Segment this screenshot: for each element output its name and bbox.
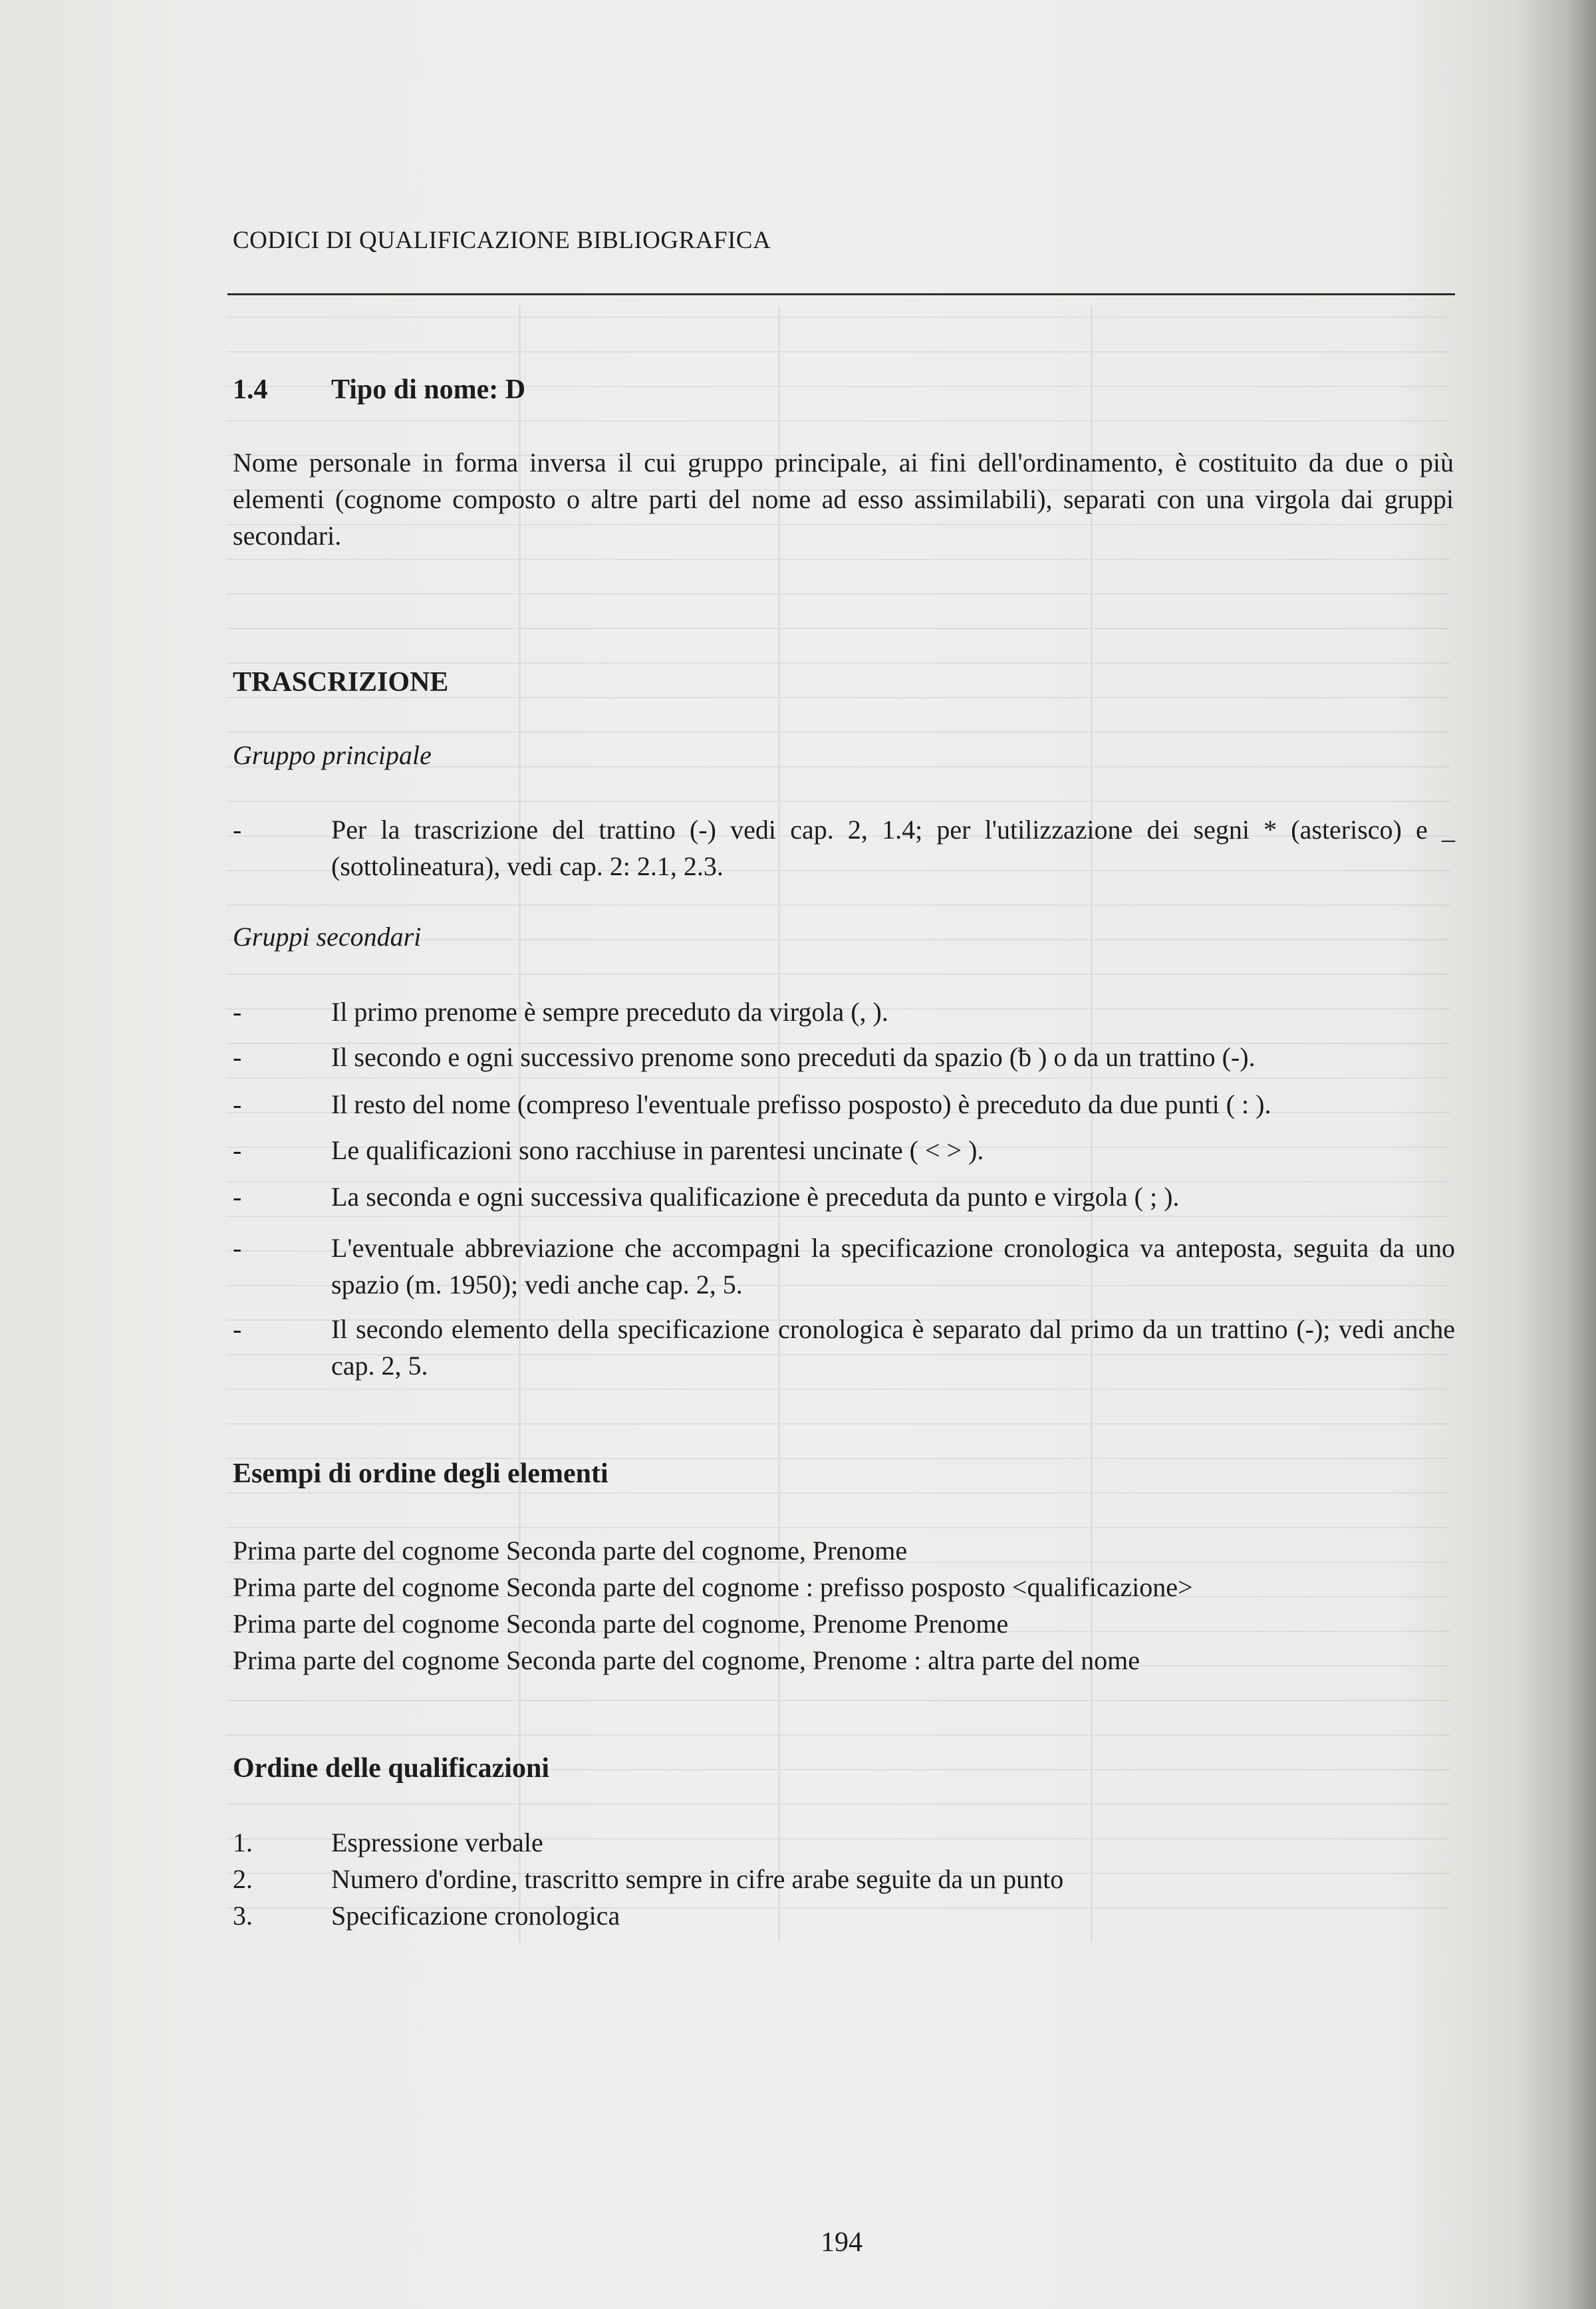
bullet-dash: - [233, 1182, 242, 1212]
numbered-item [233, 1900, 620, 1931]
list-item-text: Il secondo elemento della specificazione cronologica è separato dal primo da un trattino (-); vedi anche cap. 2, 5. [331, 1314, 1455, 1381]
numbered-item [233, 1863, 1063, 1895]
list-item-text: La seconda e ogni successiva qualificazione è preceduta da punto e virgola ( ; ). [331, 1182, 1180, 1212]
list-item-text: Per la trascrizione del trattino (-) vedi cap. 2, 1.4; per l'utilizzazione dei segni * (asterisco) e _ (sottolineatura), vedi cap. 2: 2.1, 2.3. [331, 815, 1455, 881]
list-item [233, 811, 1455, 884]
list-item [233, 1311, 1455, 1384]
section-title: Tipo di nome: D [331, 374, 526, 405]
numbered-item [233, 1827, 543, 1858]
gruppo-principale-label: Gruppo principale [233, 740, 432, 770]
bullet-dash: - [233, 1314, 242, 1344]
list-item [233, 1086, 1455, 1123]
list-item-text: Le qualificazioni sono racchiuse in parentesi uncinate ( < > ). [331, 1135, 984, 1165]
list-item-text: L'eventuale abbreviazione che accompagni la specificazione cronologica va anteposta, seguita da uno spazio (m. 1950); vedi anche cap. 2, 5. [331, 1233, 1455, 1299]
bullet-dash: - [233, 1135, 242, 1165]
page-number: 194 [821, 2227, 863, 2258]
item-number: 3. [233, 1901, 253, 1931]
bullet-dash: - [233, 1233, 242, 1263]
example-line: Prima parte del cognome Seconda parte del cognome, Prenome [233, 1536, 908, 1565]
section-heading [233, 374, 525, 406]
header-rule [227, 293, 1455, 295]
section-number: 1.4 [233, 374, 268, 405]
intro-paragraph: Nome personale in forma inversa il cui gruppo principale, ai fini dell'ordinamento, è costituito da due o più elementi (cognome composto o altre parti del nome ad esso assimilabili), separati con una virgola dai gruppi secondari. [233, 448, 1454, 551]
item-text: Specificazione cronologica [331, 1901, 620, 1931]
esempi-heading: Esempi di ordine degli elementi [233, 1458, 608, 1489]
example-line: Prima parte del cognome Seconda parte del cognome, Prenome : altra parte del nome [233, 1645, 1140, 1675]
item-text: Espressione verbale [331, 1828, 543, 1857]
list-item-text: Il resto del nome (compreso l'eventuale prefisso posposto) è preceduto da due punti ( : ). [331, 1089, 1271, 1119]
running-head: CODICI DI QUALIFICAZIONE BIBLIOGRAFICA [233, 227, 771, 254]
list-item-text: Il primo prenome è sempre preceduto da virgola (, ). [331, 997, 888, 1027]
list-item [233, 1132, 1455, 1168]
item-number: 2. [233, 1864, 253, 1894]
example-line: Prima parte del cognome Seconda parte del cognome : prefisso posposto <qualificazione> [233, 1572, 1193, 1602]
list-item [233, 1230, 1455, 1303]
example-line: Prima parte del cognome Seconda parte del cognome, Prenome Prenome [233, 1609, 1009, 1639]
trascrizione-heading: TRASCRIZIONE [233, 667, 449, 698]
list-item [233, 994, 1455, 1030]
item-text: Numero d'ordine, trascritto sempre in cifre arabe seguite da un punto [331, 1864, 1064, 1894]
list-item-text: Il secondo e ogni successivo prenome sono preceduti da spazio (ƀ ) o da un trattino (-). [331, 1042, 1256, 1072]
bullet-dash: - [233, 1089, 242, 1119]
bullet-dash: - [233, 997, 242, 1027]
ordine-heading: Ordine delle qualificazioni [233, 1753, 550, 1784]
list-item [233, 1039, 1455, 1075]
item-number: 1. [233, 1828, 253, 1857]
bullet-dash: - [233, 1042, 242, 1072]
list-item [233, 1178, 1455, 1215]
gruppi-secondari-label: Gruppi secondari [233, 922, 422, 952]
bullet-dash: - [233, 815, 242, 845]
